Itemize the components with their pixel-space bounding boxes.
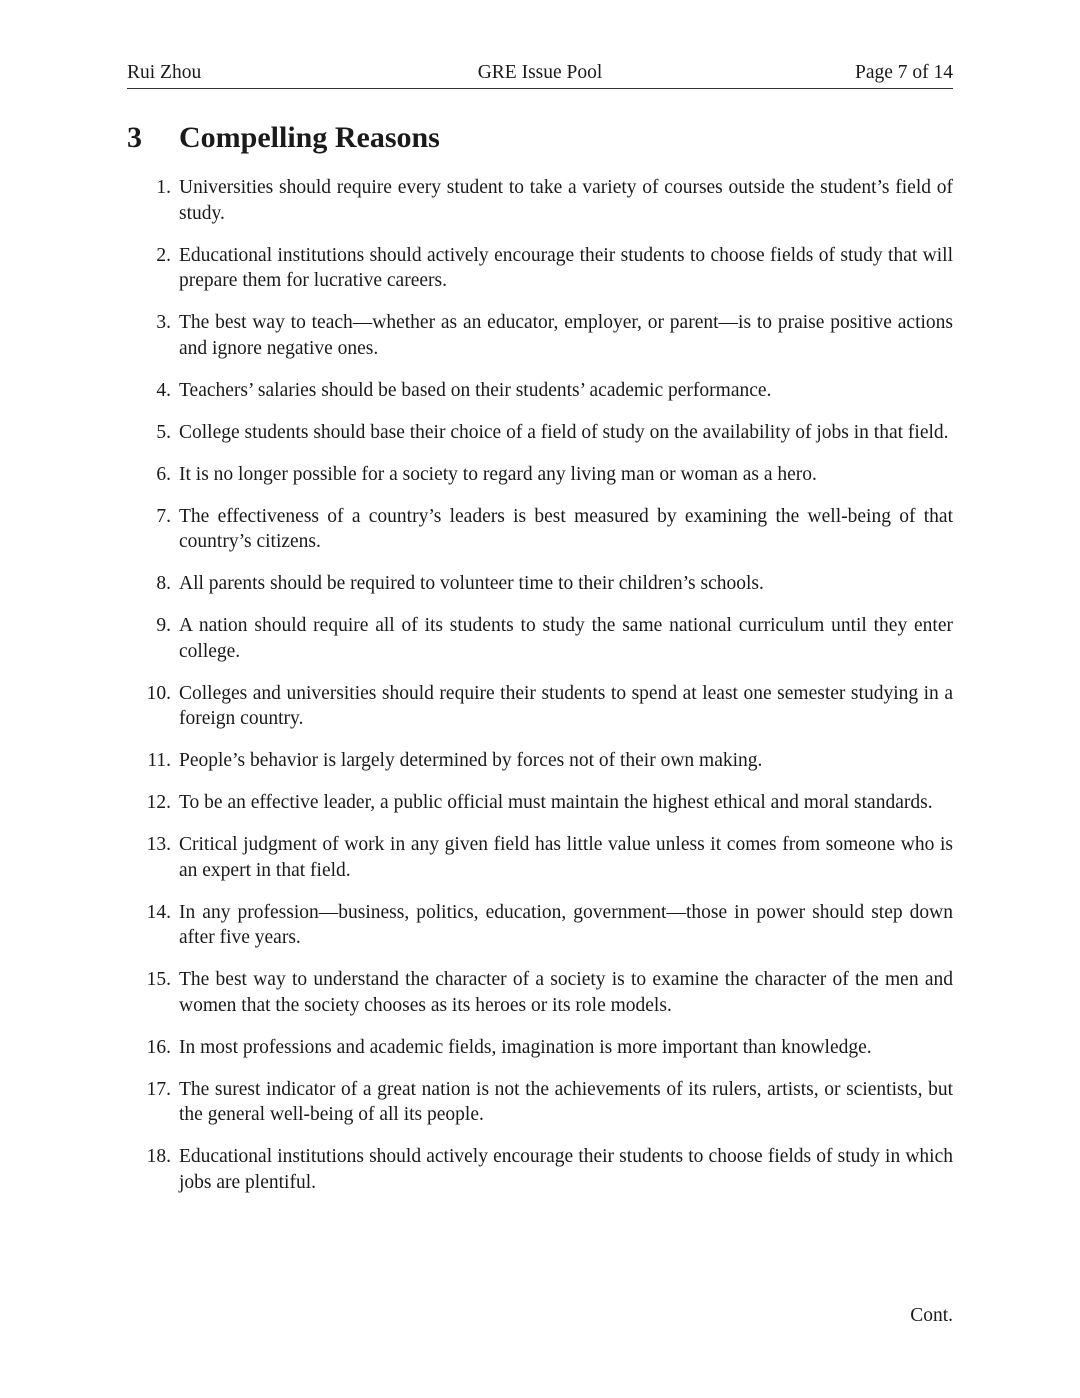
list-item-text: Universities should require every student to take a variety of courses outside the student’s field of study.: [179, 177, 953, 224]
list-item-text: To be an effective leader, a public official must maintain the highest ethical and moral standards.: [179, 792, 933, 813]
list-item-text: Critical judgment of work in any given field has little value unless it comes from someone who is an expert in that field.: [179, 834, 953, 881]
list-item-text: The best way to teach—whether as an educator, employer, or parent—is to praise positive actions and ignore negative ones.: [179, 312, 953, 359]
list-item-text: Educational institutions should actively encourage their students to choose fields of study that will prepare them for lucrative careers.: [179, 244, 953, 291]
list-item-number: 1.: [156, 177, 171, 198]
list-item-number: 13.: [146, 834, 171, 855]
list-item-text: The best way to understand the character of a society is to examine the character of the men and women that the society chooses as its heroes or its role models.: [179, 969, 953, 1016]
running-header: [127, 60, 953, 89]
list-item-number: 11.: [147, 750, 171, 771]
list-item-number: 15.: [146, 969, 171, 990]
list-item-number: 7.: [156, 505, 171, 527]
list-item: [127, 310, 953, 361]
list-item: [127, 1144, 953, 1195]
list-item: [127, 243, 953, 294]
list-item-number: 16.: [146, 1036, 171, 1058]
list-item: [127, 832, 953, 883]
list-item-number: 8.: [156, 573, 171, 594]
list-item-number: 2.: [156, 244, 171, 266]
section-title: Compelling Reasons: [179, 121, 440, 154]
list-item-number: 12.: [146, 792, 171, 813]
list-item-text: All parents should be required to volunteer time to their children’s schools.: [179, 573, 764, 594]
list-item-text: In any profession—business, politics, education, government—those in power should step down after five years.: [179, 901, 953, 948]
list-item-text: College students should base their choice of a field of study on the availability of jobs in that field.: [179, 421, 949, 443]
list-item: [127, 967, 953, 1018]
list-item-number: 17.: [146, 1078, 171, 1100]
list-item-text: A nation should require all of its students to study the same national curriculum until they enter college.: [179, 615, 953, 662]
list-item: [127, 900, 953, 951]
list-item: [127, 1035, 953, 1061]
list-item-number: 10.: [146, 682, 171, 704]
section-number: 3: [127, 121, 142, 154]
header-author: Rui Zhou: [127, 62, 202, 83]
list-item-number: 4.: [156, 379, 171, 401]
list-item: [127, 790, 953, 816]
section-heading: [127, 118, 440, 158]
list-item: [127, 613, 953, 664]
list-item: [127, 504, 953, 555]
list-item: [127, 571, 953, 597]
list-item-text: Educational institutions should actively encourage their students to choose fields of study in which jobs are plentiful.: [179, 1146, 953, 1193]
list-item-number: 5.: [156, 421, 171, 443]
list-item-text: In most professions and academic fields, imagination is more important than knowledge.: [179, 1036, 872, 1058]
header-page-number: Page 7 of 14: [854, 62, 953, 83]
list-item-number: 6.: [156, 463, 171, 485]
header-title: GRE Issue Pool: [477, 62, 603, 83]
list-item-text: The surest indicator of a great nation is not the achievements of its rulers, artists, or scientists, but the general well-being of all its people.: [179, 1078, 953, 1125]
list-item: [127, 1077, 953, 1128]
list-item: [127, 748, 953, 774]
list-item: [127, 420, 953, 446]
topic-list: [127, 175, 953, 1212]
document-page: [127, 0, 953, 1398]
list-item: [127, 378, 953, 404]
list-item-text: It is no longer possible for a society to regard any living man or woman as a hero.: [179, 463, 817, 485]
list-item-number: 18.: [146, 1146, 171, 1167]
continued-note: Cont.: [910, 1305, 953, 1326]
list-item-text: The effectiveness of a country’s leaders is best measured by examining the well-being of that country’s citizens.: [179, 505, 953, 552]
list-item: [127, 175, 953, 226]
list-item-number: 14.: [146, 901, 171, 923]
list-item-number: 3.: [156, 312, 171, 333]
list-item-number: 9.: [156, 615, 171, 636]
list-item-text: Colleges and universities should require their students to spend at least one semester studying in a foreign country.: [179, 682, 953, 729]
list-item-text: People’s behavior is largely determined by forces not of their own making.: [179, 750, 763, 771]
list-item-text: Teachers’ salaries should be based on their students’ academic performance.: [179, 379, 772, 401]
list-item: [127, 462, 953, 488]
list-item: [127, 681, 953, 732]
